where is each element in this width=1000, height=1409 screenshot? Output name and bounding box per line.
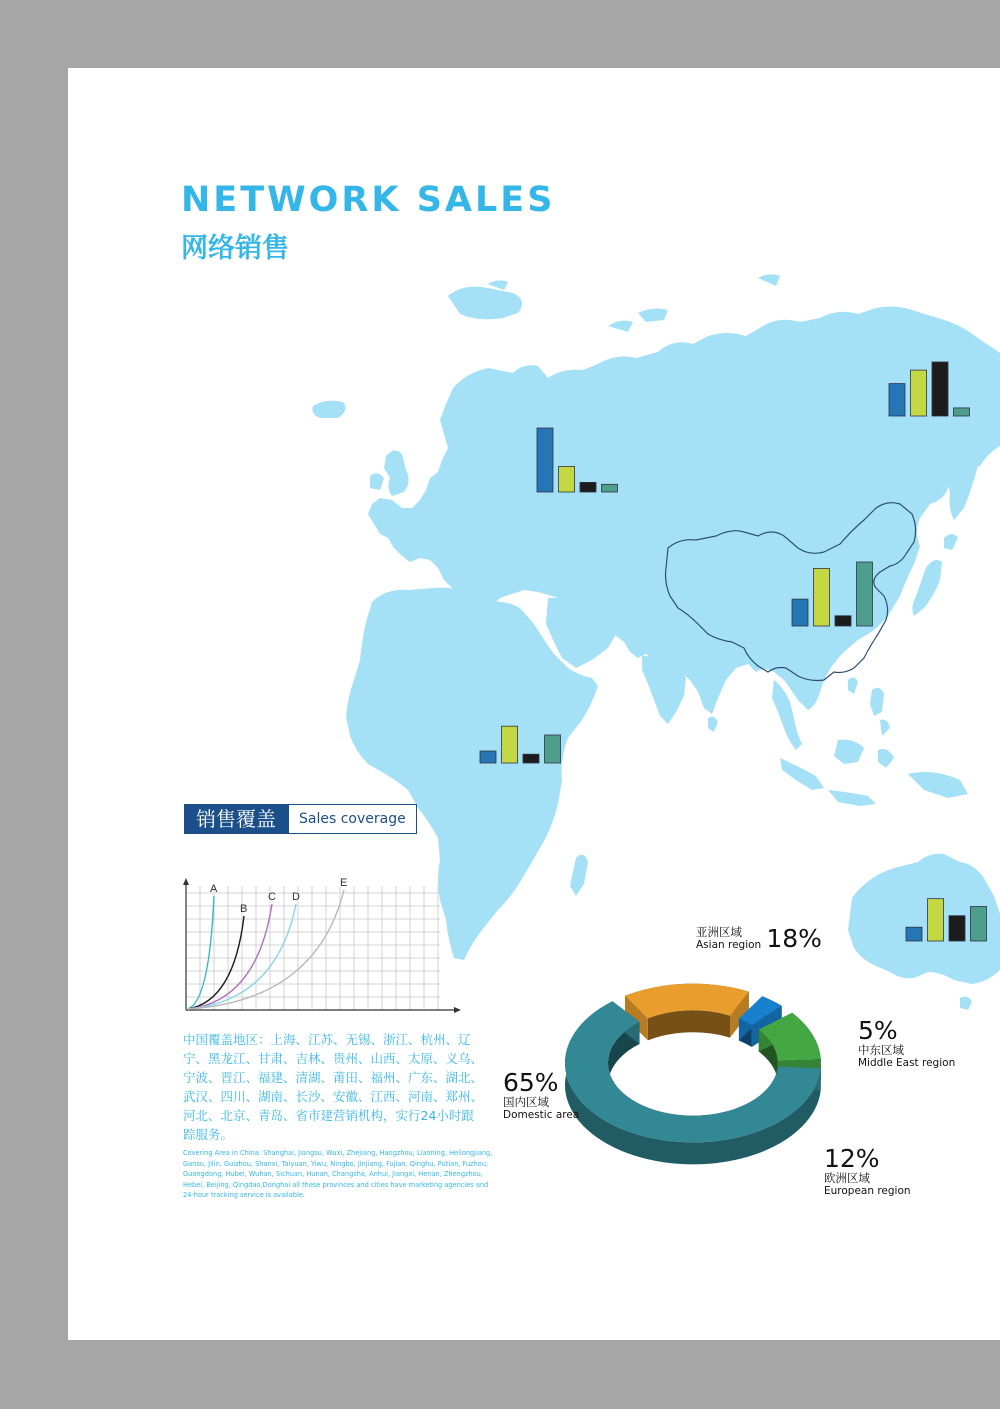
curve-label-c: C bbox=[268, 891, 276, 903]
slice-value-european: 12% bbox=[824, 1144, 880, 1173]
sales-coverage-title-en: Sales coverage bbox=[288, 804, 417, 834]
bar bbox=[502, 726, 518, 763]
bar bbox=[954, 408, 970, 416]
bar bbox=[906, 927, 922, 941]
bar bbox=[857, 562, 873, 626]
page-title-cn: 网络销售 bbox=[181, 233, 289, 264]
curve-label-b: B bbox=[240, 903, 248, 915]
bar bbox=[814, 568, 830, 626]
bar bbox=[545, 735, 561, 763]
bar bbox=[537, 428, 553, 492]
growth-curve-e bbox=[188, 890, 344, 1009]
sales-coverage-header bbox=[184, 804, 417, 834]
slice-value-middle-east: 5% bbox=[858, 1016, 898, 1045]
growth-curve-a bbox=[188, 896, 214, 1009]
bar bbox=[932, 362, 948, 416]
curve-label-a: A bbox=[210, 883, 218, 895]
brochure-page bbox=[68, 68, 1000, 1340]
curve-label-e: E bbox=[340, 878, 348, 889]
bar bbox=[949, 916, 965, 941]
bar bbox=[889, 384, 905, 416]
slice-value-domestic: 65% bbox=[503, 1068, 559, 1097]
market-share-donut bbox=[558, 948, 858, 1208]
bar bbox=[559, 466, 575, 492]
bar bbox=[911, 370, 927, 416]
slice-label-domestic: 65% 国内区域 Domestic area bbox=[503, 1068, 580, 1121]
donut-slice-asian-region bbox=[625, 984, 749, 1041]
slice-label-middle-east: 5% 中东区域 Middle East region bbox=[858, 1016, 956, 1069]
coverage-description-cn: 中国覆盖地区：上海、江苏、无锡、浙江、杭州、辽宁、黑龙江、甘肃、吉林、贵州、山西、太原、义乌、宁波、晋江、福建、清湖、莆田、福州、广东、湖北、武汉、四川、湖南、长沙、安徽、江西、河南、郑州、河北、北京、青岛、省市建营销机构，实行24小时跟踪服务。 bbox=[183, 1032, 484, 1142]
growth-curves-chart bbox=[178, 878, 463, 1018]
slice-value-asian: 18% bbox=[766, 924, 822, 953]
bar bbox=[480, 751, 496, 763]
sales-coverage-title-cn: 销售覆盖 bbox=[184, 804, 288, 834]
slice-label-asian: 亚洲区域 Asian region 18% bbox=[696, 924, 822, 953]
bar bbox=[835, 616, 851, 626]
bar bbox=[580, 482, 596, 492]
bar bbox=[971, 907, 987, 942]
bar bbox=[928, 899, 944, 941]
bar bbox=[602, 484, 618, 492]
bar bbox=[523, 754, 539, 763]
coverage-description-en: Covering Area in China: Shanghai, Jiangsu, Wuxi, Zhejiang, Hangzhou, Liaoning, Heilongjiang, Gansu, Jilin, Guizhou, Shanxi, Taiyuan, Yiwu, Ningbo, Jinjiang, Fujian, Qinghu, Putian, Fuzhou, Guangdong, Hubei, Wuhan, Sichuan, Hunan, Changsha, Anhui, Jiangxi, Henan, Zhengzhou, Hebei, Beijing, Qingdao,Donghai all these provinces and cities have marketing agencies and 24-hour tracking service is available. bbox=[183, 1149, 493, 1199]
bar bbox=[792, 599, 808, 626]
curve-label-d: D bbox=[292, 891, 300, 903]
slice-label-european: 12% 欧洲区域 European region bbox=[824, 1144, 911, 1197]
page-title-en: NETWORK SALES bbox=[181, 180, 556, 220]
